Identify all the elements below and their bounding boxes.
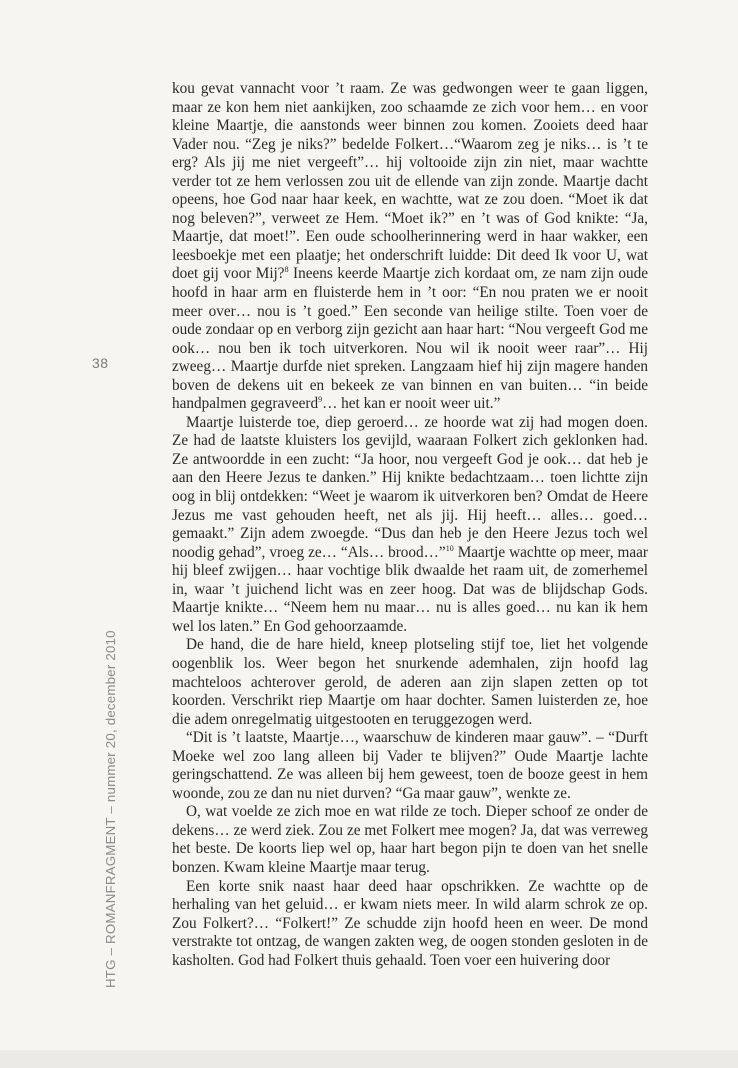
paragraph-2-text: Maartje luisterde toe, diep geroerd… ze hoorde wat zij had mogen doen. Ze had de laatste kluisters los gevijld, waaraan Folkert zich geklonken had. Ze antwoordde in een zucht: “Ja hoor, nou vergeeft God je ook… dat heb je aan den Heere Jezus te danken.” Hij knikte bedachtzaam… toen lichtte zijn oog in blij ontdekken: “Weet je waarom ik uitverkoren ben? Omdat de Heere Jezus me vast gehouden heeft, net als jij. Hij heeft… alles… goed… gemaakt.” Zijn adem zwoegde. “Dus dan heb je den Heere Jezus toch wel noodig gehad”, vroeg ze… “Als… brood…” [172, 413, 648, 561]
paragraph-4: “Dit is ’t laatste, Maartje…, waarschuw de kinderen maar gauw”. – “Durft Moeke wel zoo lang alleen bij Vader te blijven?” Oude Maartje lachte geringschattend. Ze was alleen bij hem geweest, toen de booze geest in hem woonde, zou ze dan nu niet durven? “Ga maar gauw”, wenkte ze. [172, 729, 648, 802]
paragraph-1 [172, 80, 648, 414]
paragraph-5: O, wat voelde ze zich moe en wat rilde ze toch. Dieper schoof ze onder de dekens… ze werd ziek. Zou ze met Folkert mee mogen? Ja, dat was verreweg het beste. De koorts liep wel op, haar hart begon pijn te doen van het snelle bonzen. Kwam kleine Maartje maar terug. [172, 803, 648, 876]
running-head: HTG – ROMANFRAGMENT – nummer 20, december 2010 [103, 630, 118, 988]
page-number: 38 [92, 355, 109, 371]
paragraph-1-text: kou gevat vannacht voor ’t raam. Ze was gedwongen weer te gaan liggen, maar ze kon hem niet aankijken, zoo schaamde ze zich voor hem… en voor kleine Maartje, die aanstonds weer binnen zou komen. Zooiets deed haar Vader nou. “Zeg je niks?” bedelde Folkert…“Waarom zeg je niks… is ’t te erg? Als jij me niet vergeeft”… hij voltooide zijn zin niet, maar wachtte verder tot ze hem verlossen zou uit de ellende van zijn zonde. Maartje dacht opeens, hoe God naar haar keek, en wachtte, wat ze zou doen. “Moet ik dat nog beleven?”, verweet ze Hem. “Moet ik?” en ’t was of God knikte: “Ja, Maartje, dat moet!”. Een oude schoolherinnering werd in haar wakker, een leesboekje met een plaatje; het onderschrift luidde: Dit deed Ik voor U, wat doet gij voor Mij? [172, 80, 648, 283]
paragraph-3: De hand, die de hare hield, kneep plotseling stijf toe, liet het volgende oogenblik los. Weer begon het snurkende ademhalen, zijn hoofd lag machteloos achterover gerold, de aderen aan zijn slapen zetten op tot koorden. Verschrikt riep Maartje om haar dochter. Samen luisterden ze, hoe die adem onregelmatig uitgestooten en teruggezogen werd. [172, 636, 648, 728]
page-bottom-edge [0, 1050, 738, 1068]
paragraph-2-text-cont: Maartje wachtte op meer, maar hij bleef zwijgen… haar vochtige blik dwaalde het raam uit, de zomerhemel in, waar ’t juichend licht was en zeer hoog. Dat was de blijdschap Gods. Maartje knikte… “Neem hem nu maar… nu is alles goed… nu kan ik hem wel los laten.” En God gehoorzaamde. [172, 543, 649, 635]
paragraph-2 [172, 414, 648, 637]
footnote-marker-10: 10 [445, 543, 454, 553]
paragraph-6: Een korte snik naast haar deed haar opschrikken. Ze wachtte op de herhaling van het geluid… er kwam niets meer. In wild alarm schrok ze op. Zou Folkert?… “Folkert!” Ze schudde zijn hoofd heen en weer. De mond verstrakte tot ontzag, de wangen zakten weg, de oogen stonden gesloten in de kasholten. God had Folkert thuis gehaald. Toen voer een huivering door [172, 877, 648, 969]
paragraph-1-text-end: … het kan er nooit weer uit.” [322, 395, 501, 413]
footnote-marker-8: 8 [284, 265, 289, 275]
paragraph-1-text-cont: Ineens keerde Maartje zich kordaat om, ze nam zijn oude hoofd in haar arm en fluisterde hem in ’t oor: “En nou praten we er nooit meer over… nou is ’t goed.” Een seconde van heilige stilte. Toen voer de oude zondaar op en verborg zijn gezicht aan haar hart: “Nou vergeeft God me ook… nou ben ik toch uitverkoren. Nou wil ik nooit weer raar”… Hij zweeg… Maartje durfde niet spreken. Langzaam hief hij zijn magere handen boven de dekens uit en bekeek ze van binnen en van buiten… “in beide handpalmen gegraveerd [172, 265, 648, 413]
footnote-marker-9: 9 [318, 395, 323, 405]
body-text [172, 80, 648, 970]
